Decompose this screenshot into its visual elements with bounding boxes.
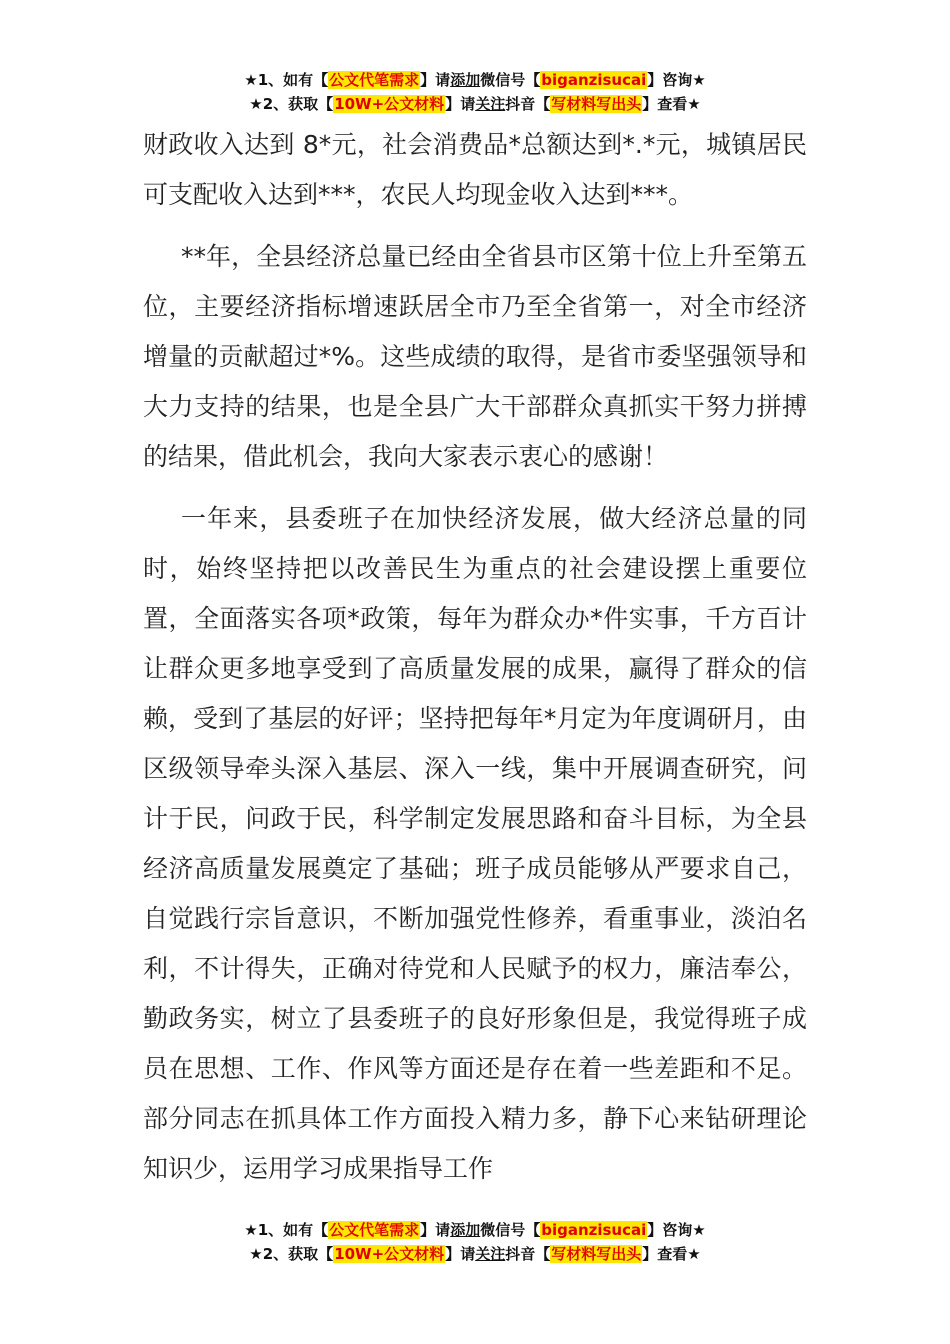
underlined-text: 关注 <box>475 1245 506 1263</box>
underlined-text: 添加 <box>450 1221 481 1239</box>
banner-text: 】查看★ <box>642 1245 701 1263</box>
paragraph-1: 财政收入达到 8*元，社会消费品*总额达到*.*元，城镇居民可支配收入达到***，农民人均现金收入达到***。 <box>143 130 807 209</box>
banner-text: 抖音【 <box>505 95 551 113</box>
highlight-douyin: 写材料写出头 <box>551 95 642 113</box>
banner-line-2 <box>0 92 950 116</box>
banner-text: ★2、获取【 <box>249 95 334 113</box>
banner-text: ★1、如有【 <box>244 71 329 89</box>
paragraph-3: 一年来，县委班子在加快经济发展，做大经济总量的同时，始终坚持把以改善民生为重点的社会建设摆上重要位置，全面落实各项*政策，每年为群众办*件实事，千方百计让群众更多地享受到了高质量发展的成果，赢得了群众的信赖，受到了基层的好评；坚持把每年*月定为年度调研月，由区级领导牵头深入基层、深入一线，集中开展调查研究，问计于民，问政于民，科学制定发展思路和奋斗目标，为全县经济高质量发展奠定了基础；班子成员能够从严要求自己，自觉践行宗旨意识，不断加强党性修养，看重事业，淡泊名利，不计得失，正确对待党和人民赋予的权力，廉洁奉公，勤政务实，树立了县委班子的良好形象但是，我觉得班子成员在思想、工作、作风等方面还是存在着一些差距和不足。部分同志在抓具体工作方面投入精力多，静下心来钻研理论知识少，运用学习成果指导工作 <box>143 504 807 1183</box>
highlight-wechat-id: biganzisucai <box>541 71 647 89</box>
document-body <box>143 120 807 1194</box>
banner-text: 】请 <box>445 95 476 113</box>
header-banner <box>0 68 950 116</box>
highlight-douyin: 写材料写出头 <box>551 1245 642 1263</box>
banner-text: 】请 <box>445 1245 476 1263</box>
banner-text: 】咨询★ <box>647 1221 706 1239</box>
banner-text: ★1、如有【 <box>244 1221 329 1239</box>
highlight-service: 公文代笔需求 <box>329 1221 420 1239</box>
banner-text: 抖音【 <box>505 1245 551 1263</box>
banner-text: 】查看★ <box>642 95 701 113</box>
paragraph-2: **年，全县经济总量已经由全省县市区第十位上升至第五位，主要经济指标增速跃居全市乃至全省第一，对全市经济增量的贡献超过*%。这些成绩的取得，是省市委坚强领导和大力支持的结果，也是全县广大干部群众真抓实干努力拼搏的结果，借此机会，我向大家表示衷心的感谢！ <box>143 242 807 471</box>
banner-text: 微信号【 <box>480 71 541 89</box>
underlined-text: 添加 <box>450 71 481 89</box>
highlight-wechat-id: biganzisucai <box>541 1221 647 1239</box>
underlined-text: 关注 <box>475 95 506 113</box>
banner-text: ★2、获取【 <box>249 1245 334 1263</box>
banner-text: 】请 <box>420 1221 451 1239</box>
highlight-materials: 10W+公文材料 <box>334 95 445 113</box>
banner-text: 】请 <box>420 71 451 89</box>
banner-line-1 <box>0 68 950 92</box>
banner-text: 微信号【 <box>480 1221 541 1239</box>
highlight-service: 公文代笔需求 <box>329 71 420 89</box>
banner-text: 】咨询★ <box>647 71 706 89</box>
footer-banner <box>0 1218 950 1266</box>
banner-line-1 <box>0 1218 950 1242</box>
banner-line-2 <box>0 1242 950 1266</box>
highlight-materials: 10W+公文材料 <box>334 1245 445 1263</box>
